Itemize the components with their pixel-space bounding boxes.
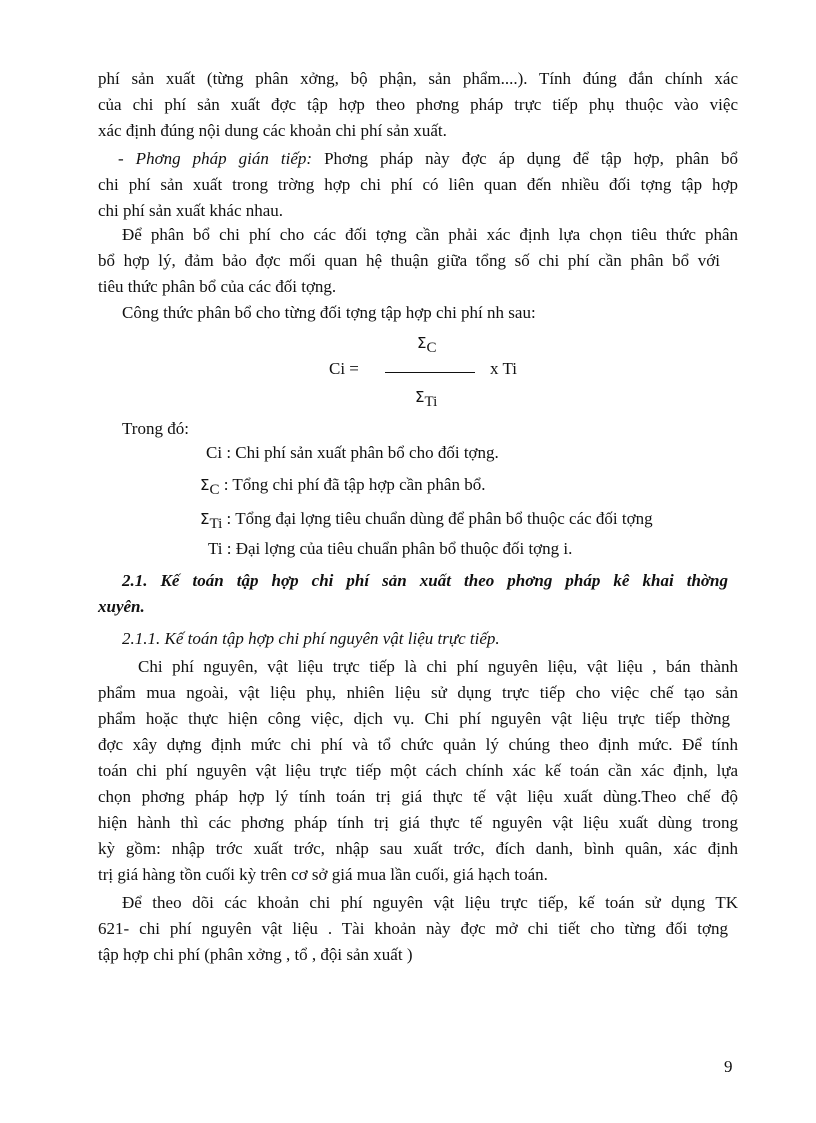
legend-symbol: Ti <box>208 539 223 558</box>
p3-line-2: bổ hợp lý, đảm bảo đợc mối quan hệ thuận giữa tổng số chi phí cần phân bổ với <box>98 251 720 270</box>
legend-item-sum-ti <box>200 506 653 533</box>
legend-item-sum-c <box>200 472 485 499</box>
section-heading-line-1: 2.1. Kế toán tập hợp chi phí sản xuất theo phơng pháp kê khai thờng <box>122 571 728 590</box>
legend-desc: : Tổng đại lợng tiêu chuẩn dùng để phân bổ thuộc các đối tợng <box>222 509 653 528</box>
formula-lhs: Ci = <box>329 359 359 378</box>
p3-line-3: tiêu thức phân bổ của các đối tợng. <box>98 277 337 296</box>
legend-intro: Trong đó: <box>122 419 189 438</box>
subsection-heading: 2.1.1. Kế toán tập hợp chi phí nguyên vật liệu trực tiếp. <box>122 629 500 648</box>
fraction-bar <box>385 372 475 373</box>
p2-label: - Phơng pháp gián tiếp: <box>118 149 313 168</box>
section-heading-line-2: xuyên. <box>98 597 145 616</box>
p6-line-2: 621- chi phí nguyên vật liệu . Tài khoản này đợc mở chi tiết cho từng đối tợng <box>98 919 728 938</box>
p2-line-1-text: Phơng pháp này đợc áp dụng để tập hợp, phân bổ <box>312 149 738 168</box>
p5-line-3: phẩm hoặc thực hiện công việc, dịch vụ. Chi phí nguyên vật liệu trực tiếp thờng <box>98 709 730 728</box>
legend-item-ti <box>208 536 572 562</box>
p1-line-3: xác định đúng nội dung các khoản chi phí sản xuất. <box>98 121 447 140</box>
p3-line-1: Để phân bổ chi phí cho các đối tợng cần phải xác định lựa chọn tiêu thức phân <box>122 225 738 244</box>
sigma-symbol: Σ <box>417 334 427 352</box>
p5-line-5: toán chi phí nguyên vật liệu trực tiếp một cách chính xác kế toán cần xác định, lựa <box>98 761 738 780</box>
p2-line-2: chi phí sản xuất trong trờng hợp chi phí có liên quan đến nhiều đối tợng tập hợp <box>98 175 738 194</box>
p5-line-7: hiện hành thì các phơng pháp tính trị giá thực tế nguyên vật liệu xuất dùng trong <box>98 813 738 832</box>
p5-line-9: trị giá hàng tồn cuối kỳ trên cơ sở giá mua lần cuối, giá hạch toán. <box>98 865 548 884</box>
p5-line-1: Chi phí nguyên, vật liệu trực tiếp là chi phí nguyên liệu, vật liệu , bán thành <box>138 657 738 676</box>
formula-denominator <box>415 384 437 411</box>
legend-desc: : Chi phí sản xuất phân bổ cho đối tợng. <box>222 443 499 462</box>
p6-line-3: tập hợp chi phí (phân xởng , tổ , đội sản xuất ) <box>98 945 413 964</box>
page-number: 9 <box>724 1057 733 1076</box>
sigma-symbol: Σ <box>200 476 210 494</box>
legend-symbol: Ti <box>209 516 223 532</box>
formula-multiplier: x Ti <box>490 359 517 378</box>
legend-symbol: C <box>209 482 220 498</box>
p1-line-2: của chi phí sản xuất đợc tập hợp theo phơng pháp trực tiếp phụ thuộc vào việc <box>98 95 738 114</box>
formula-numerator <box>417 330 437 357</box>
p4-line: Công thức phân bổ cho từng đối tợng tập hợp chi phí nh sau: <box>122 303 536 322</box>
legend-symbol: Ci <box>206 443 223 462</box>
p2-line-1 <box>118 146 738 172</box>
formula-numerator-text: C <box>426 340 437 356</box>
p6-line-1: Để theo dõi các khoản chi phí nguyên vật liệu trực tiếp, kế toán sử dụng TK <box>122 893 738 912</box>
p5-line-8: kỳ gồm: nhập trớc xuất trớc, nhập sau xuất trớc, đích danh, bình quân, xác định <box>98 839 738 858</box>
p5-line-4: đợc xây dựng định mức chi phí và tổ chức quản lý chúng theo định mức. Để tính <box>98 735 738 754</box>
p5-line-6: chọn phơng pháp hợp lý tính toán trị giá thực tế vật liệu xuất dùng.Theo chế độ <box>98 787 738 806</box>
sigma-symbol: Σ <box>415 388 425 406</box>
legend-desc: : Tổng chi phí đã tập hợp cần phân bổ. <box>219 475 486 494</box>
legend-item-ci <box>206 440 499 466</box>
sigma-symbol: Σ <box>200 510 210 528</box>
legend-desc: : Đại lợng của tiêu chuẩn phân bổ thuộc đối tợng i. <box>222 539 573 558</box>
p2-line-3: chi phí sản xuất khác nhau. <box>98 201 284 220</box>
p1-line-1: phí sản xuất (từng phân xởng, bộ phận, sản phẩm....). Tính đúng đắn chính xác <box>98 69 738 88</box>
formula-denominator-text: Ti <box>424 394 438 410</box>
p5-line-2: phẩm mua ngoài, vật liệu phụ, nhiên liệu sử dụng trực tiếp cho việc chế tạo sản <box>98 683 738 702</box>
